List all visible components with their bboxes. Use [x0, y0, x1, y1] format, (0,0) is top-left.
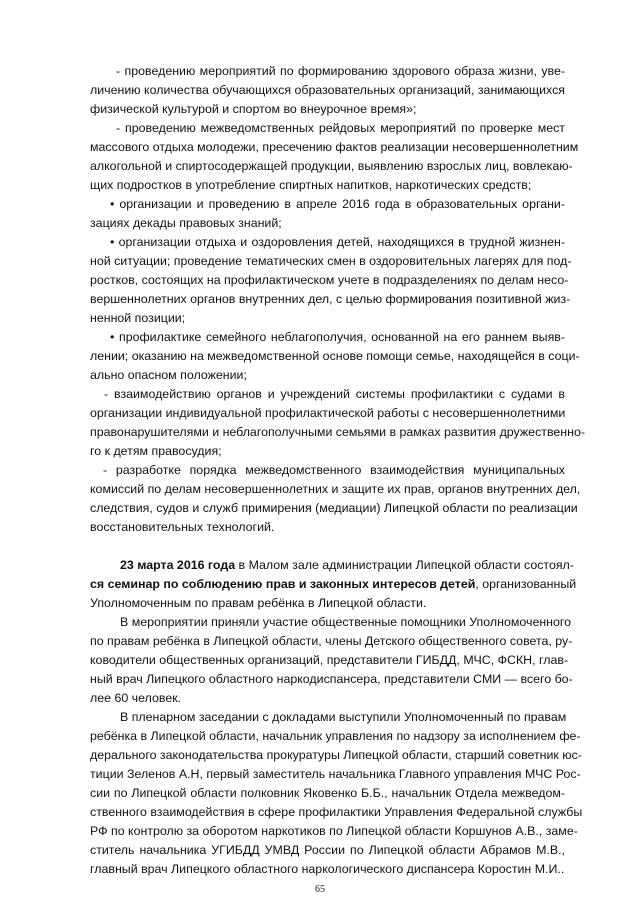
text-line: организации индивидуальной профилактической работы с несовершеннолетними — [90, 406, 566, 420]
bold-fragment: ся — [90, 577, 105, 591]
text-line: - проведению межведомственных рейдовых мероприятий по проверке мест — [116, 121, 565, 135]
text-line: лее 60 человек. — [90, 691, 182, 705]
text-line: комиссий по делам несовершеннолетних и защите их прав, органов внутренних дел, — [90, 482, 581, 496]
text-line: ально опасном положении; — [90, 368, 247, 382]
text-line: ный врач Липецкого областного наркодиспансера, представители СМИ — всего бо- — [90, 672, 573, 686]
text-line: Уполномоченным по правам ребёнка в Липецкой области. — [90, 596, 427, 610]
text-line: - разработке порядка межведомственного взаимодействия муниципальных — [103, 463, 565, 477]
text-line: - взаимодействию органов и учреждений системы профилактики с судами в — [104, 387, 565, 401]
text-line: лении; оказанию на межведомственной основе помощи семье, находящейся в соци- — [90, 349, 580, 363]
event-date: 23 марта 2016 года — [120, 558, 236, 572]
text-line: следствия, судов и служб примирения (медиации) Липецкой области по реализации — [90, 501, 578, 515]
text-line: • организации и проведению в апреле 2016 года в образовательных органи- — [110, 197, 565, 211]
text-line: го к детям правосудия; — [90, 444, 222, 458]
text-line: главный врач Липецкого областного наркологического диспансера Коростин М.И.. — [90, 862, 565, 876]
text-line: ководители общественных организаций, представители ГИБДД, МЧС, ФСКН, глав- — [90, 653, 569, 667]
text-line: личению количества обучающихся образовательных организаций, занимающихся — [90, 83, 565, 97]
line-text: , организованный — [475, 577, 577, 591]
text-line: ненной позиции; — [90, 311, 186, 325]
text-line: ственного взаимодействия в сфере профилактики Управления Федеральной службы — [90, 805, 583, 819]
text-line: физической культурой и спортом во внеурочное время»; — [90, 102, 417, 116]
text-line: ной ситуации; проведение тематических смен в оздоровительных лагерях для под- — [90, 254, 572, 268]
text-line: по правам ребёнка в Липецкой области, члены Детского общественного совета, ру- — [90, 634, 573, 648]
text-line: • организации отдыха и оздоровления детей, находящихся в трудной жизнен- — [110, 235, 565, 249]
text-line: - проведению мероприятий по формированию здорового образа жизни, уве- — [116, 64, 565, 78]
text-line: ребёнка в Липецкой области, начальник управления по надзору за исполнением фе- — [90, 729, 581, 743]
text-line: сии по Липецкой области полковник Яковенко Б.Б., начальник Отдела межведом- — [90, 786, 565, 800]
page-number: 65 — [315, 884, 325, 895]
text-line: тиции Зеленов А.Н, первый заместитель начальника Главного управления МЧС Рос- — [90, 767, 581, 781]
text-line: алкогольной и спиртосодержащей продукции, выявлению взрослых лиц, вовлекаю- — [90, 159, 573, 173]
text-line — [120, 556, 574, 575]
text-line: вершеннолетних органов внутренних дел, с целью формирования позитивной жиз- — [90, 292, 571, 306]
text-line: ститель начальника УГИБДД УМВД России по Липецкой области Абрамов М.В., — [90, 843, 565, 857]
text-line: ростков, состоящих на профилактическом учете в подразделениях по делам несо- — [90, 273, 569, 287]
text-line: В пленарном заседании с докладами выступили Уполномоченный по правам — [120, 710, 567, 724]
text-line: зациях декады правовых знаний; — [90, 216, 282, 230]
text-line: • профилактике семейного неблагополучия, основанной на его раннем выяв- — [110, 330, 565, 344]
line-text: в Малом зале администрации Липецкой области состоял- — [238, 558, 574, 572]
text-line: дерального законодательства прокуратуры Липецкой области, старший советник юс- — [90, 748, 582, 762]
text-line: В мероприятии приняли участие общественные помощники Уполномоченного — [120, 615, 572, 629]
text-line: РФ по контролю за оборотом наркотиков по Липецкой области Коршунов А.В., заме- — [90, 824, 578, 838]
text-line: массового отдыха молодежи, пресечению фактов реализации несовершеннолетним — [90, 140, 579, 154]
text-line — [90, 575, 577, 594]
seminar-title: семинар по соблюдению прав и законных интересов детей — [107, 577, 476, 591]
text-line: восстановительных технологий. — [90, 520, 275, 534]
text-line: щих подростков в употребление спиртных напитков, наркотических средств; — [90, 178, 532, 192]
text-line: правонарушителями и неблагополучными семьями в рамках развития дружественно- — [90, 425, 585, 439]
